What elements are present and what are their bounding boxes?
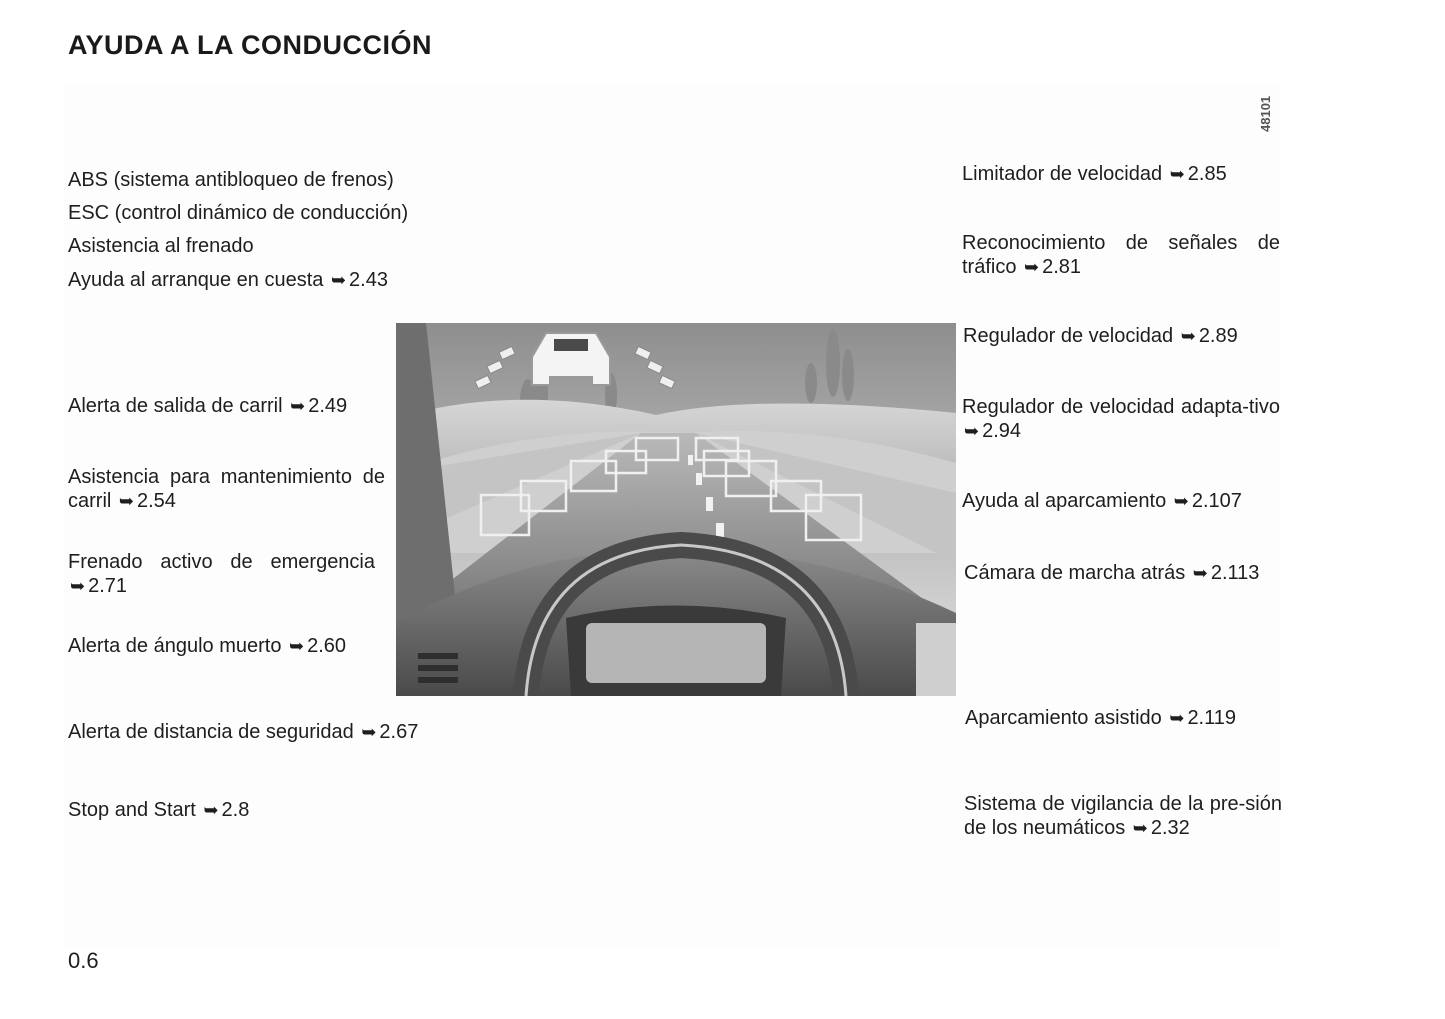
feature-parking-aid[interactable]: Ayuda al aparcamiento ➥ 2.107 <box>962 490 1242 512</box>
dashboard-view-icon <box>396 323 956 696</box>
page-reference[interactable]: 2.81 <box>1042 256 1082 278</box>
reference-arrow-icon: ➥ <box>330 270 347 290</box>
reference-arrow-icon: ➥ <box>1173 491 1189 511</box>
reference-arrow-icon: ➥ <box>1169 708 1185 728</box>
page-number: 0.6 <box>68 948 99 973</box>
reference-arrow-icon: ➥ <box>290 396 306 416</box>
page-reference[interactable]: 2.32 <box>1150 817 1190 839</box>
page-reference[interactable]: 2.89 <box>1198 325 1238 347</box>
feature-speed-limiter[interactable]: Limitador de velocidad ➥ 2.85 <box>962 163 1227 185</box>
feature-abs: ABS (sistema antibloqueo de frenos) <box>68 169 394 191</box>
feature-rear-camera[interactable]: Cámara de marcha atrás ➥ 2.113 <box>964 562 1260 584</box>
feature-safety-distance[interactable]: Alerta de distancia de seguridad ➥ 2.67 <box>68 721 419 743</box>
feature-emergency-braking[interactable]: Frenado activo de emergencia ➥ 2.71 <box>68 551 375 597</box>
feature-traffic-sign-recognition[interactable]: Reconocimiento de señales de tráfico ➥ 2.81 <box>962 232 1280 278</box>
page-reference[interactable]: 2.85 <box>1187 163 1227 185</box>
feature-tyre-pressure-monitoring[interactable]: Sistema de vigilancia de la pre-sión de los neumáticos ➥ 2.32 <box>964 793 1282 839</box>
reference-arrow-icon: ➥ <box>118 491 134 511</box>
feature-lane-departure[interactable]: Alerta de salida de carril ➥ 2.49 <box>68 395 348 417</box>
page-reference[interactable]: 2.113 <box>1210 562 1260 584</box>
reference-arrow-icon: ➥ <box>1192 563 1208 583</box>
feature-lane-keeping[interactable]: Asistencia para mantenimiento de carril ➥ 2.54 <box>68 466 385 512</box>
reference-arrow-icon: ➥ <box>1180 326 1196 346</box>
driving-assist-illustration <box>396 323 956 696</box>
page-reference[interactable]: 2.60 <box>307 635 347 657</box>
reference-arrow-icon: ➥ <box>964 421 980 441</box>
page-reference[interactable]: 2.94 <box>982 420 1022 442</box>
feature-stop-start[interactable]: Stop and Start ➥ 2.8 <box>68 799 250 821</box>
feature-hill-start[interactable]: Ayuda al arranque en cuesta ➥ 2.43 <box>68 269 388 291</box>
reference-arrow-icon: ➥ <box>1169 164 1185 184</box>
page-reference[interactable]: 2.8 <box>221 799 250 821</box>
page-reference[interactable]: 2.71 <box>88 575 128 597</box>
page-reference[interactable]: 2.49 <box>308 395 348 417</box>
page-title: AYUDA A LA CONDUCCIÓN <box>68 30 433 60</box>
feature-adaptive-cruise-control[interactable]: Regulador de velocidad adapta-tivo ➥ 2.94 <box>962 396 1280 442</box>
feature-assisted-parking[interactable]: Aparcamiento asistido ➥ 2.119 <box>965 707 1237 729</box>
page-reference[interactable]: 2.67 <box>379 721 419 743</box>
page-reference[interactable]: 2.43 <box>349 269 388 291</box>
reference-arrow-icon: ➥ <box>70 576 86 596</box>
feature-cruise-control[interactable]: Regulador de velocidad ➥ 2.89 <box>963 325 1238 347</box>
page-reference[interactable]: 2.54 <box>137 490 176 512</box>
feature-brake-assist: Asistencia al frenado <box>68 235 254 257</box>
figure-code: 48101 <box>1258 95 1273 132</box>
reference-arrow-icon: ➥ <box>1132 818 1148 838</box>
reference-arrow-icon: ➥ <box>289 636 305 656</box>
page-reference[interactable]: 2.119 <box>1187 707 1237 729</box>
feature-esc: ESC (control dinámico de conducción) <box>68 202 409 224</box>
reference-arrow-icon: ➥ <box>361 722 377 742</box>
reference-arrow-icon: ➥ <box>1024 257 1040 277</box>
page-reference[interactable]: 2.107 <box>1191 490 1242 512</box>
feature-blind-spot[interactable]: Alerta de ángulo muerto ➥ 2.60 <box>68 635 347 657</box>
reference-arrow-icon: ➥ <box>203 800 219 820</box>
